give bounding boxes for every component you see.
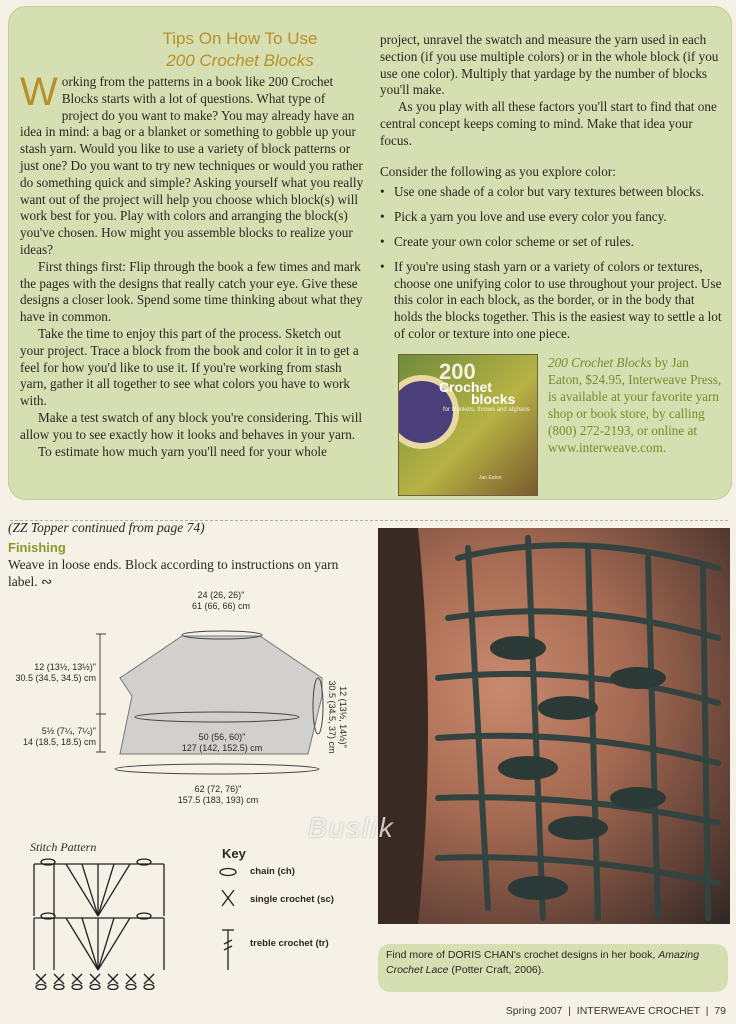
tips-right-column [380,32,722,351]
schematic-diagram [0,586,372,816]
stitch-pattern-title: Stitch Pattern [30,840,97,854]
stitch-chart [26,856,176,990]
tips-paragraph-3: Take the time to enjoy this part of the process. Sketch out your project. Trace a block from the book and color it in to get a feel for how you'd like to use it. If you're working from stash yarn, gather it all together to see what colors you have to work with. [20,325,359,409]
schematic-drawing [0,586,372,816]
upper-dimension: 12 (13½, 13½)" 30.5 (34.5, 34.5) cm [15,662,96,683]
chain-icon [220,869,236,876]
cover-number: 200 [439,359,476,384]
list-item: • Create your own color scheme or set of rules. [380,234,722,251]
photo-caption: Find more of DORIS CHAN's crochet designs in her book, Amazing Crochet Lace (Potter Craft, 2006). [378,944,728,992]
finishing-text: Weave in loose ends. Block according to instructions on yarn label. ∾ [8,557,339,589]
page-footer: Spring 2007 | INTERWEAVE CROCHET | 79 [505,1005,726,1017]
tips-left-column [20,70,364,460]
tips-right-paragraph-2: As you play with all these factors you'll start to find that one central concept keeps coming to mind. Make that idea your focus. [380,99,717,148]
cover-author: Jan Eaton [479,475,502,481]
waist-dimension: 50 (56, 60)" 127 (142, 152.5) cm [181,732,263,753]
tips-paragraph-2: First things first: Flip through the book a few times and mark the pages with the designs that really catch your eye. Give these designs a closer look. Spend some time thinking about what they have in common. [20,258,363,325]
tips-paragraph-4: Make a test swatch of any block you're considering. This will allow you to see exactly how it looks and behaves in your yarn. [20,409,363,442]
tips-title-line1: Tips On How To Use [162,29,318,48]
end-mark-icon: ∾ [41,574,53,589]
crochet-lace-image [378,528,730,924]
tips-right-paragraph-3: Consider the following as you explore color: [380,163,616,179]
top-dimension: 24 (26, 26)" 61 (66, 66) cm [191,590,251,611]
key-item-single-crochet: single crochet (sc) [250,894,334,905]
bottom-dimension: 62 (72, 76)" 157.5 (183, 193) cm [177,784,259,805]
tips-paragraph-5: To estimate how much yarn you'll need for your whole [38,443,327,459]
tips-right-paragraph-1: project, unravel the swatch and measure the yarn used in each section (if you use multiple colors) or in the whole block (if you use one color). Multiply that yardage by the number of blocks you'll make. [380,32,719,98]
tips-paragraph-1: Working from the patterns in a book like 200 Crochet Blocks starts with a lot of questions. What type of project do you want to make? You may already have an idea in mind: a bag or a blanket or something to gobble up your stash yarn. Would you like to use a variety of block patterns or just one? Do you want to try new techniques or would you rather do something quick and simple? Asking yourself what you really want out of the project will help you choose which block(s) will work best for you. Play with colors and arranging the block(s) you've chosen. How might you assemble blocks to realize your ideas? [20,70,364,257]
list-item: • Use one shade of a color but vary textures between blocks. [380,184,722,201]
color-tips-list [380,184,722,342]
cover-subtitle: for blankets, throws and afghans [443,407,530,413]
cover-title-1: Crochet [439,379,492,395]
page-number: 79 [714,1005,726,1017]
list-item: • Pick a yarn you love and use every color you fancy. [380,209,722,226]
book-cover-image [398,354,538,496]
book-caption: 200 Crochet Blocks by Jan Eaton, $24.95, Interweave Press, is available at your favorite yarn shop or book store, by calling (800) 272-2193, or online at www.interweave.com. [548,355,722,455]
continued-note: (ZZ Topper continued from page 74) [8,520,205,535]
finishing-heading: Finishing [8,540,66,555]
footer-season: Spring 2007 [505,1005,563,1017]
side-dimension: 12 (13½, 14½)" 30.5 (34.5, 37) cm [327,680,348,754]
tips-title-line2: 200 Crochet Blocks [166,51,314,70]
list-item: • If you're using stash yarn or a variety of colors or textures, choose one unifying color to use throughout your project. Use this color in each block, as the border, or in the body that holds the blocks together. This is the easiest way to settle a lot of color or texture into one piece. [380,259,722,343]
watermark: Buslik [308,812,395,843]
key-item-chain: chain (ch) [250,866,295,877]
cover-title-2: blocks [471,391,516,407]
tips-title [60,28,420,72]
footer-magazine: INTERWEAVE CROCHET [576,1005,700,1017]
dropcap: W [20,70,58,114]
key-symbols [218,866,244,972]
key-title: Key [222,846,246,861]
key-item-treble-crochet: treble crochet (tr) [250,938,329,949]
crochet-photo [378,528,730,924]
lower-dimension: 5½ (7¼, 7¼)" 14 (18.5, 18.5) cm [22,726,96,747]
